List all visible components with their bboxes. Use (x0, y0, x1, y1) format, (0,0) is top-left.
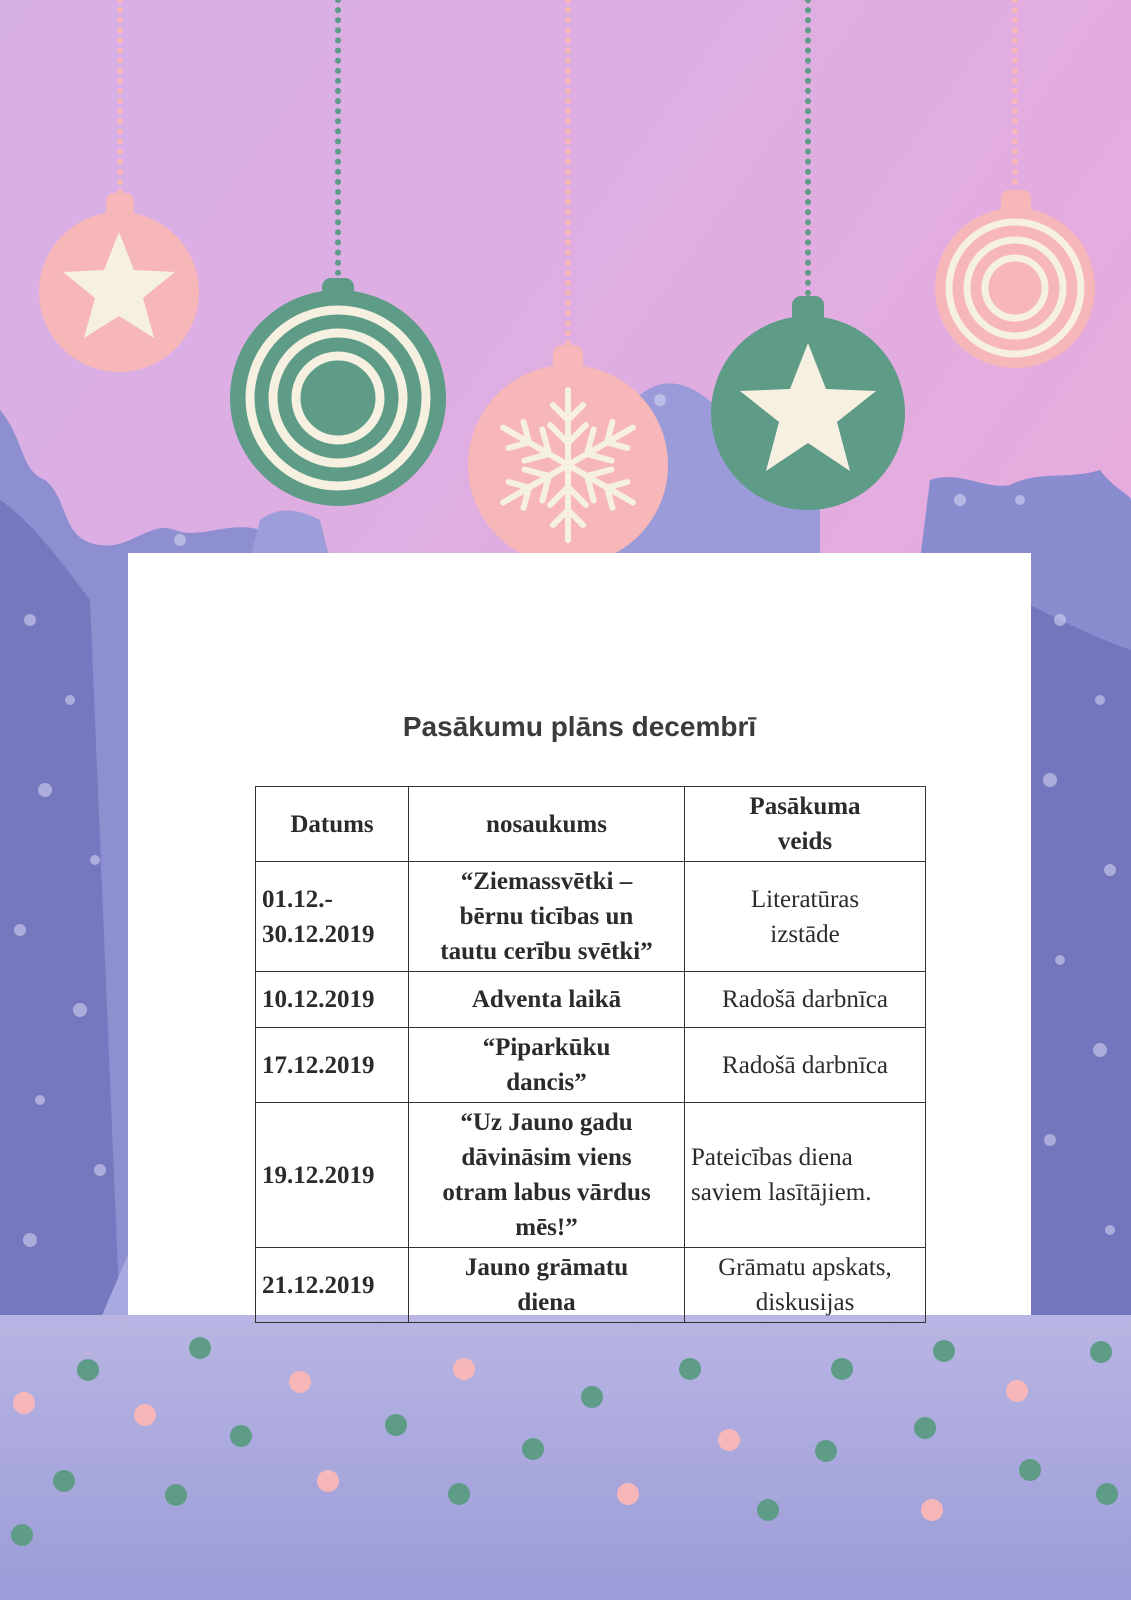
cell-date-line: 17.12.2019 (262, 1051, 375, 1079)
cell-name-line: dancis” (506, 1069, 587, 1096)
cell-date (256, 972, 409, 1028)
cell-name (409, 1103, 685, 1248)
cell-name-line: tautu cerību svētki” (440, 938, 653, 965)
table-row (256, 1028, 926, 1103)
cell-type (685, 1248, 926, 1323)
cell-type-line: izstāde (770, 920, 840, 948)
cell-name-line: “Piparkūku (482, 1034, 611, 1061)
cell-name-line: “Uz Jauno gadu (460, 1109, 633, 1136)
snow-ground (0, 1315, 1131, 1600)
events-table (255, 786, 926, 1323)
cell-name (409, 972, 685, 1028)
cell-type-line: Radošā darbnīca (722, 1051, 888, 1079)
cell-name-line: diena (517, 1289, 576, 1316)
table-row (256, 1248, 926, 1323)
cell-name-line: dāvināsim viens (461, 1144, 632, 1171)
header-name: nosaukums (409, 787, 685, 862)
event-plan-document (128, 553, 1031, 1315)
cell-name-line: otram labus vārdus (442, 1179, 651, 1206)
cell-type-line: Literatūras (750, 885, 860, 913)
cell-type (685, 972, 926, 1028)
cell-name-line: mēs!” (515, 1214, 578, 1241)
cell-type-line: saviem lasītājiem. (691, 1179, 872, 1206)
header-type-line: veids (777, 828, 833, 855)
cell-date (256, 1248, 409, 1323)
cell-type (685, 1103, 926, 1248)
cell-type-line: Radošā darbnīca (722, 986, 888, 1013)
cell-date (256, 1028, 409, 1103)
cell-type (685, 1028, 926, 1103)
cell-date-line: 21.12.2019 (262, 1271, 375, 1299)
cell-name (409, 862, 685, 972)
cell-date-line: 10.12.2019 (262, 986, 375, 1013)
table-row (256, 1103, 926, 1248)
document-title: Pasākumu plāns decembrī (402, 711, 757, 742)
header-type (685, 787, 926, 862)
cell-type (685, 862, 926, 972)
cell-date-line: 30.12.2019 (262, 920, 375, 948)
cell-name (409, 1028, 685, 1103)
cell-date-line: 01.12.- (262, 885, 333, 913)
cell-date (256, 862, 409, 972)
cell-name-line: Adventa laikā (471, 986, 622, 1013)
table-header-row (256, 787, 926, 862)
cell-date (256, 1103, 409, 1248)
cell-date-line: 19.12.2019 (262, 1161, 375, 1189)
table-row (256, 862, 926, 972)
header-date: Datums (256, 787, 409, 862)
cell-type-line: Pateicības diena (691, 1144, 853, 1171)
cell-name-line: bērnu ticības un (459, 903, 634, 930)
cell-name-line: Jauno grāmatu (464, 1254, 629, 1281)
cell-name (409, 1248, 685, 1323)
table-row (256, 972, 926, 1028)
header-type-line: Pasākuma (749, 793, 861, 820)
cell-type-line: diskusijas (755, 1289, 855, 1316)
cell-name-line: “Ziemassvētki – (460, 868, 633, 895)
cell-type-line: Grāmatu apskats, (718, 1254, 892, 1281)
